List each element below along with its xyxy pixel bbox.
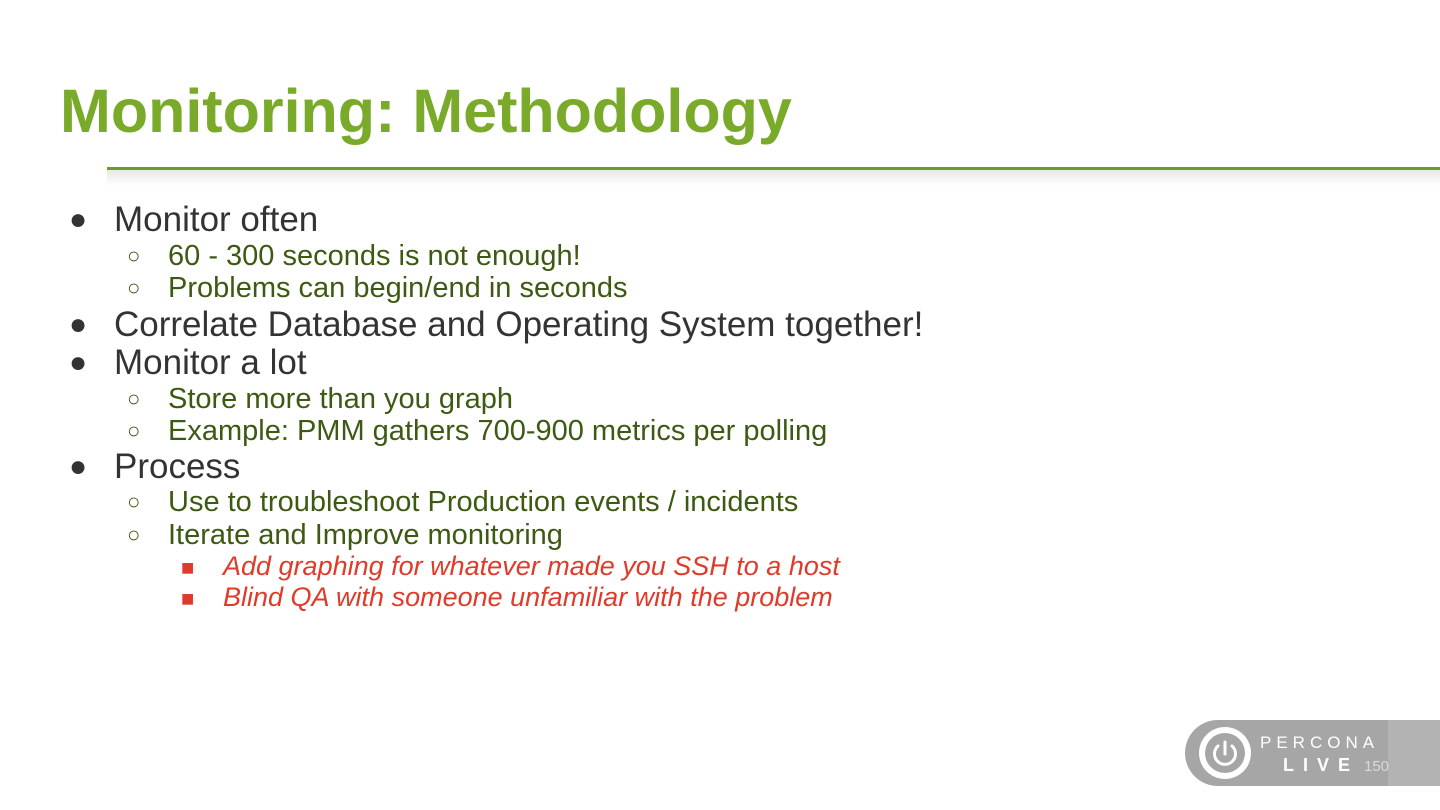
sub-bullet-text: 60 - 300 seconds is not enough!	[168, 240, 581, 272]
logo-text-percona: PERCONA	[1260, 733, 1380, 752]
sub-sub-bullet-text: Blind QA with someone unfamiliar with the problem	[223, 582, 833, 612]
bullet-text: Correlate Database and Operating System together!	[114, 305, 924, 344]
bullet-item	[69, 447, 241, 487]
bullet-dot: ●	[69, 450, 88, 483]
sub-sub-bullet-text: Add graphing for whatever made you SSH to a host	[223, 551, 840, 581]
sub-bullet-item	[127, 485, 799, 519]
bullet-dot: ●	[69, 346, 88, 379]
bullet-item	[69, 200, 319, 240]
bullet-circle: ○	[127, 243, 141, 268]
bullet-dot: ●	[69, 308, 88, 341]
bullet-circle: ○	[127, 522, 141, 547]
sub-bullet-item	[127, 518, 563, 552]
bullet-text: Monitor a lot	[114, 343, 307, 382]
sub-bullet-item	[127, 382, 513, 416]
sub-bullet-text: Store more than you graph	[168, 383, 513, 415]
bullet-dot: ●	[69, 203, 88, 236]
bullet-square: ■	[181, 586, 195, 611]
logo-block	[1388, 720, 1440, 786]
bullet-item	[69, 343, 307, 383]
bullet-circle: ○	[127, 275, 141, 300]
bullet-square: ■	[181, 555, 195, 580]
bullet-text: Process	[114, 447, 241, 486]
bullet-circle: ○	[127, 418, 141, 443]
page-number: 150	[1364, 758, 1390, 775]
bullet-circle: ○	[127, 489, 141, 514]
slide-title: Monitoring: Methodology	[60, 77, 792, 145]
sub-bullet-item	[127, 239, 581, 273]
sub-bullet-text: Iterate and Improve monitoring	[168, 519, 563, 551]
sub-bullet-text: Use to troubleshoot Production events / incidents	[168, 486, 799, 518]
power-icon	[1199, 727, 1251, 779]
sub-sub-bullet-item	[181, 582, 833, 613]
sub-sub-bullet-item	[181, 551, 840, 582]
sub-bullet-item	[127, 271, 628, 305]
bullet-item	[69, 305, 924, 345]
sub-bullet-item	[127, 414, 828, 448]
bullet-circle: ○	[127, 386, 141, 411]
bullet-text: Monitor often	[114, 200, 319, 239]
sub-bullet-text: Problems can begin/end in seconds	[168, 272, 628, 304]
logo-text-live: LIVE	[1283, 755, 1360, 775]
sub-bullet-text: Example: PMM gathers 700-900 metrics per polling	[168, 415, 828, 447]
